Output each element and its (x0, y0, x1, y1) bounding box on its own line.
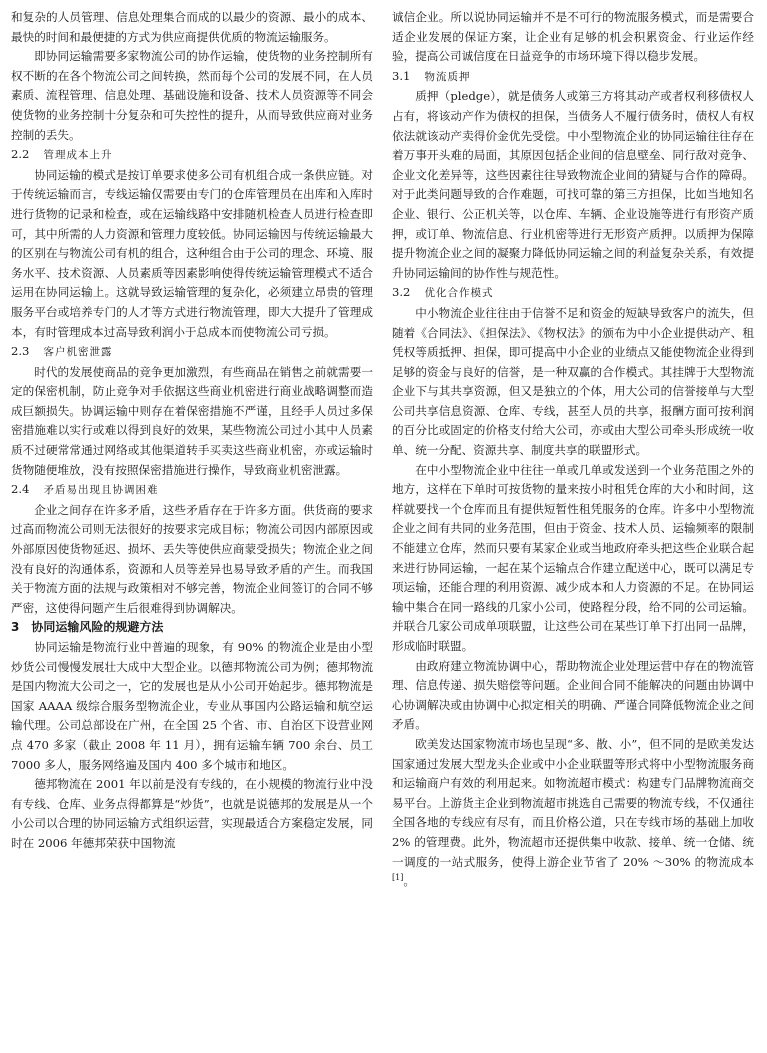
paragraph (11, 166, 373, 342)
right-column (392, 8, 754, 892)
subsection-heading (11, 342, 373, 363)
heading-title: 物流质押 (424, 70, 471, 83)
paragraph-text: 质押（pledge），就是债务人或第三方将其动产或者权利移债权人占有，将该动产作为债权的担保，当债务人不履行债务时，债权人有权依法就该动产卖得价金优先受偿。中小型物流企业的协同运输往往存在着万事开头难的局面，其原因包括企业间的信息壁垒、同行敌对竞争、企业文化差异等，这些因素往往导致物流企业间的猜疑与合作的障碍。对于此类问题导致的合作难题，可找可靠的第三方担保，比如当地知名企业、银行、公正机关等，以仓库、车辆、企业设施等进行有形资产质押，或订单、物流信息、行业机密等进行无形资产质押。以质押为保障提升物流企业之间的凝聚力降低协同运输之间的利益复杂关系，有效提升协同运输间的协作性与规范性。 (392, 89, 754, 280)
paragraph-text: 即协同运输需要多家物流公司的协作运输，使货物的业务控制所有权不断的在各个物流公司之间转换，然而每个公司的发展不同，在人员素质、流程管理、信息处理、基础设施和设备、技术人员资源等不同会使货物的业务控制十分复杂和可失控性的提升，从而导致供应商对业务控制的丢失。 (11, 49, 373, 142)
paragraph-text: 企业之间存在许多矛盾，这些矛盾存在于许多方面。供货商的要求过高而物流公司则无法很好的按要求完成目标；物流公司因内部原因或外部原因使货物延迟、损坏、丢失等使供应商蒙受损失；物流企业之间没有良好的沟通体系，资源和人员等差异也易导致矛盾的产生。而我国关于物流方面的法规与政策相对不够完善，物流企业间签订的合同不够严密，这使得问题产生后很难得到协调解决。 (11, 502, 373, 615)
heading-number: 2.2 (11, 147, 30, 162)
paragraph-text: 在中小型物流企业中往往一单或几单或发送到一个业务范围之外的地方，这样在下单时可按货物的量来按小时租凭仓库的大小和时间，这样就要找一个仓库而且有提供短暂性租凭服务的仓库。许多中小型物流企业之间有共同的业务范围，但由于资金、技术人员、运输频率的限制不能建立仓库，然而只要有某家企业或当地政府牵头把这些企业联合起来进行协同运输，一起在某个运输点合作建立配送中心，既可以满足专项运输，还能合理的利用资源、减少成本和人力资源的不足。在协同运输中集合在同一路线的几家小公司，使路程分段，给不同的公司运输。并联合几家公司成单项联盟，让这些公司在某些订单下打出同一品牌，形成临时联盟。 (392, 462, 754, 653)
paragraph-text: 和复杂的人员管理、信息处理集合而成的以最少的资源、最小的成本、最快的时间和最便捷的方式为供应商提供优质的物流运输服务。 (11, 10, 373, 44)
paragraph-text: 诚信企业。所以说协同运输并不是不可行的物流服务模式，而是需要合适企业发展的保证方案，让企业有足够的机会积累资金、行业运作经验，提高公司诚信度在日益竞争的市场环境下得以稳步发展。 (392, 10, 754, 64)
heading-title: 管理成本上升 (43, 149, 113, 162)
subsection-heading (392, 67, 754, 88)
heading-number: 2.4 (11, 482, 30, 497)
heading-number: 3.2 (392, 285, 411, 300)
heading-title: 协同运输风险的规避方法 (31, 620, 164, 635)
paragraph (392, 735, 754, 892)
paragraph-text: 时代的发展使商品的竞争更加激烈，有些商品在销售之前就需要一定的保密机制，防止竞争对手依据这些商业机密进行商业战略调整而造成巨额损失。协调运输中则存在着保密措施不严谨，且经手人员过多保密措施难以实行或难以得到良好的效果，某些物流公司过小其中人员素质不过硬常常通过网络或其他渠道转手买卖这些商业机密，亦或运输时货物随便堆放，没有按照保密措施进行操作，导致商业机密泄露。 (11, 364, 373, 477)
paragraph (392, 657, 754, 735)
citation-ref: [1] (392, 873, 404, 883)
paragraph-text: 协同运输的模式是按订单要求使多公司有机组合成一条供应链。对于传统运输而言，专线运输仅需要由专门的仓库管理员在出库和入库时进行货物的记录和检查，或在运输线路中安排随机检查人员进行检查即可，其中所需的人力资源和管理力度较低。协同运输因与传统运输最大的区别在与物流公司有机的组合，这种组合由于公司的理念、环境、服务水平、技术资源、人员素质等因素影响使得传统运输管理模式不适合运用在协同运输上。这就导致运输管理的复杂化，必须建立昂贵的管理服务平台或培养专门的人才等方式进行物流管理，即大大提升了管理成本，有时管理成本过高导致利润小于总成本而使物流公司亏损。 (11, 167, 373, 339)
paragraph (11, 47, 373, 145)
paragraph (11, 363, 373, 481)
paragraph (392, 304, 754, 461)
subsection-heading (11, 480, 373, 501)
section-heading (11, 618, 373, 638)
paragraph-text: 欧美发达国家物流市场也呈现“多、散、小”，但不同的是欧美发达国家通过发展大型龙头企业或中小企业联盟等形式将中小型物流服务商和运输商户有效的利用起来。如物流超市模式：构建专门品牌物流商交易平台。上游货主企业到物流超市挑选自己需要的物流专线，不仅通往全国各地的专线应有尽有，而且价格公道，只在专线市场的基础上加收 2% 的管理费。此外，物流超市还提供集中收款、接单、统一仓储、统一调度的一站式服务，使得上游企业节省了 20% ～30% 的物流成本 (392, 736, 754, 869)
heading-number: 2.3 (11, 344, 30, 359)
paragraph-text: 由政府建立物流协调中心，帮助物流企业处理运营中存在的物流管理、信息传递、损失赔偿等问题。企业间合同不能解决的问题由协调中心协调解决或由协调中心拟定相关的明确、严谨合同降低物流企业之间矛盾。 (392, 658, 754, 732)
paragraph (392, 461, 754, 657)
subsection-heading (392, 283, 754, 304)
subsection-heading (11, 145, 373, 166)
heading-title: 矛盾易出现且协调困难 (43, 484, 159, 497)
paragraph (11, 638, 373, 775)
paragraph (392, 87, 754, 283)
heading-title: 优化合作模式 (424, 287, 494, 300)
left-column (11, 8, 373, 854)
heading-number: 3.1 (392, 68, 411, 83)
paragraph (11, 775, 373, 853)
paragraph (11, 8, 373, 47)
paragraph-text: 协同运输是物流行业中普遍的现象，有 90% 的物流企业是由小型炒货公司慢慢发展壮大成中大型企业。以德邦物流公司为例；德邦物流是国内物流大公司之一，它的发展也是从小公司开始起步。德邦物流是国家 AAAA 级综合服务型物流企业，专业从事国内公路运输和航空运输代理。公司总部设在广州，在全国 25 个省、市、自治区下设营业网点 470 多家（截止 2008 年 11 月），拥有运输车辆 700 余台、员工 7000 多人，服务网络遍及国内 400 多个城市和地区。 (11, 640, 373, 772)
paragraph (11, 501, 373, 619)
paragraph-text: 中小物流企业往往由于信誉不足和资金的短缺导致客户的流失，但随着《合同法》、《担保法》、《物权法》的颁布为中小企业提供动产、租凭权等质抵押、担保，即可提高中小企业的业绩点又能使物流企业得到足够的资金与良好的信誉，是一种双赢的合作模式。其挂牌于大型物流企业下与其共享资源，但又是独立的个体，用大公司的信誉接单与大型公司共享信息资源、仓库、专线，甚至人员的共享，报酬方面可按利润的百分比或固定的价格支付给大公司，亦或由大型公司牵头形成统一收单、统一分配、资源共享、制度共享的联盟形式。 (392, 305, 754, 458)
paragraph-tail: 。 (403, 874, 415, 889)
paragraph-text: 德邦物流在 2001 年以前是没有专线的，在小规模的物流行业中没有专线、仓库、业务点得都算是“炒货”，也就是说德邦的发展是从一个小公司以合理的协同运输方式组织运营，实现最适合方案稳定发展，同时在 2006 年德邦荣获中国物流 (11, 777, 373, 850)
heading-title: 客户机密泄露 (43, 346, 113, 359)
paragraph (392, 8, 754, 67)
heading-number: 3 (11, 620, 20, 635)
